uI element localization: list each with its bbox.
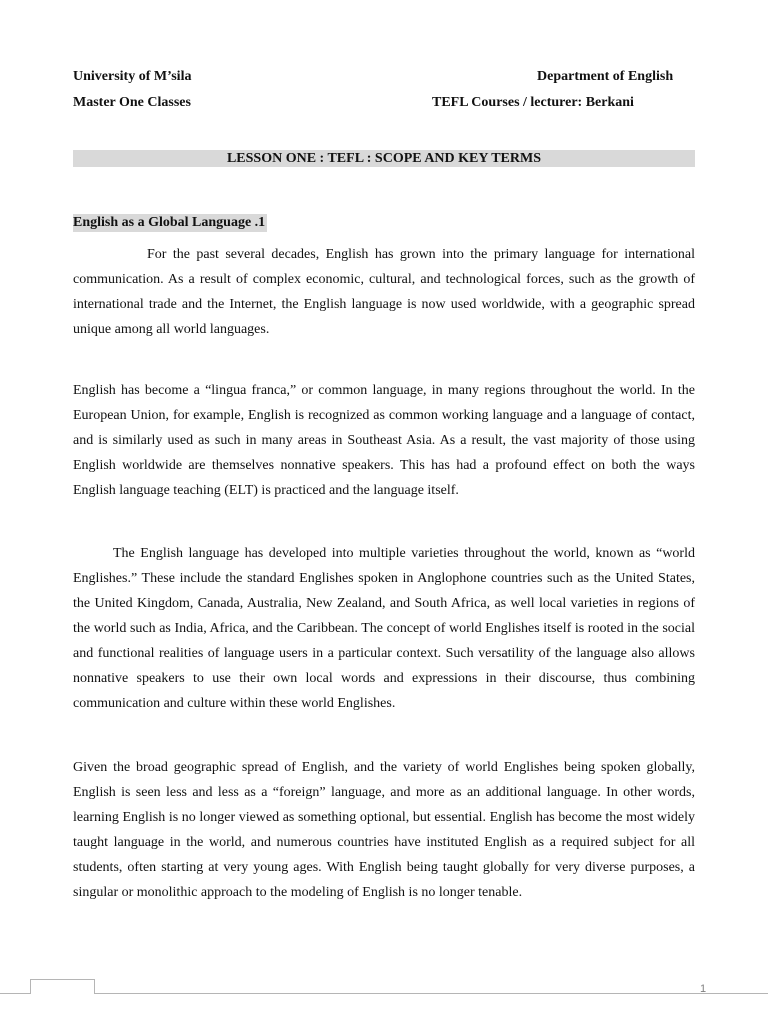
classes-label: Master One Classes: [73, 95, 191, 110]
paragraph-1: For the past several decades, English has grown into the primary language for international communication. As a result of complex economic, cultural, and technological forces, such as the growth of international trade and the Internet, the English language is now used worldwide, with a geographic spread unique among all world languages.: [73, 247, 695, 337]
page-number: 1: [700, 983, 707, 995]
section-heading: English as a Global Language .1: [73, 215, 266, 230]
university-name: University of M’sila: [73, 69, 192, 84]
lesson-title: LESSON ONE : TEFL : SCOPE AND KEY TERMS: [73, 150, 695, 167]
paragraph-4: Given the broad geographic spread of English, and the variety of world Englishes being spoken globally, English is seen less and less as a “foreign” language, and more as an additional language. In other words, learning English is no longer viewed as something optional, but essential. English has become the most widely taught language in the world, and numerous countries have instituted English as a required subject for all students, often starting at very young ages. With English being taught globally for very diverse purposes, a singular or monolithic approach to the modeling of English is no longer tenable.: [73, 760, 695, 900]
paragraph-3: The English language has developed into multiple varieties throughout the world, known as “world Englishes.” These include the standard Englishes spoken in Anglophone countries such as the United States, the United Kingdom, Canada, Australia, New Zealand, and South Africa, as well local varieties in regions of the world such as India, Africa, and the Caribbean. The concept of world Englishes itself is rooted in the social and functional realities of language users in a particular context. Such versatility of the language also allows nonnative speakers to use their own local words and expressions in their discourse, thus combining communication and culture within these world Englishes.: [73, 546, 695, 711]
paragraph-2: English has become a “lingua franca,” or common language, in many regions throughout the world. In the European Union, for example, English is recognized as common working language and a language of contact, and is similarly used as such in many areas in Southeast Asia. As a result, the vast majority of those using English worldwide are themselves nonnative speakers. This has had a profound effect on both the ways English language teaching (ELT) is practiced and the language itself.: [73, 383, 695, 498]
course-lecturer: TEFL Courses / lecturer: Berkani: [432, 95, 634, 110]
footer-tab: [30, 979, 95, 994]
footer-divider: [0, 993, 768, 994]
department-name: Department of English: [537, 69, 674, 84]
